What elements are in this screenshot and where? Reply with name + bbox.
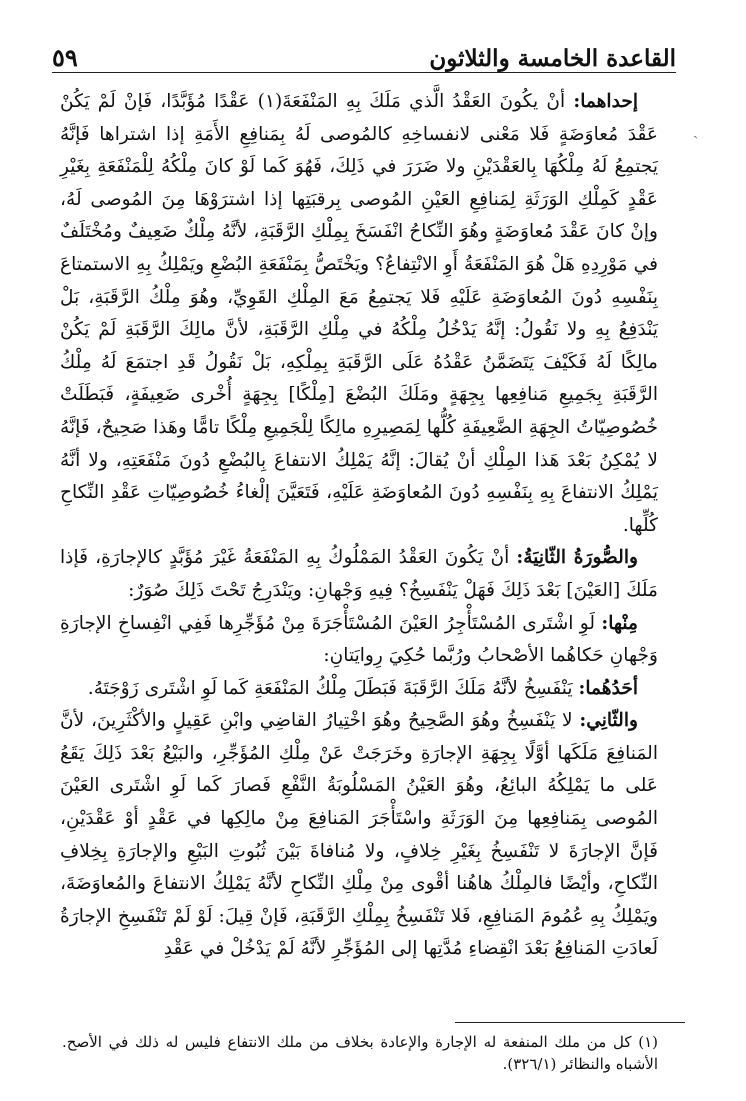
page-header [52, 34, 676, 70]
paragraph-lead: والصُّورَةُ الثّانِيَةُ: [516, 547, 638, 569]
header-rule [52, 72, 676, 73]
paragraph-lead: والثّانِي: [579, 710, 638, 732]
footnote-rule [455, 1022, 685, 1023]
paragraph-second-view [60, 705, 658, 966]
paragraph-lead: أحَدُهُما: [578, 677, 638, 699]
paragraph-second-form [60, 542, 658, 607]
paragraph-example [60, 608, 658, 673]
paragraph-text: أنْ يَكُونَ العَقْدُ المَمْلُوكُ بِهِ المَنْفَعَةُ غَيْرَ مُؤَبَّدٍ كالإجارَةِ، فَإذا مَلَكَ [العَيْنَ] بَعْدَ ذَلِكَ فَهَلْ يَنْفَسِخُ؟ فِيهِ وَجْهانِ: ويَنْدَرِجُ تَحْتَ ذَلِكَ صُوَرٌ: [60, 547, 658, 601]
footnote: (١) كل من ملك المنفعة له الإجارة والإعادة بخلاف من ملك الانتفاع فليس له ذلك في الأصح. الأشباه والنظائر (٣٢٦/١). [62, 1033, 658, 1073]
margin-mark: ˏ [693, 120, 699, 139]
paragraph-lead: إحداهما: [573, 91, 638, 112]
paragraph-text: أنْ يكُونَ العَقْدُ الَّذي مَلَكَ بِهِ المَنْفَعَةَ(١) عَقْدًا مُؤَبَّدًا، فَإنْ لَمْ يَكُنْ عَقْدَ مُعاوَضَةٍ فَلا مَعْنى لانفساخِهِ كالمُوصى لَهُ بِمَنافِعِ الأَمَةِ إذا اشتراها فَإنَّهُ يَجتمِعُ لَهُ مِلْكُهَا بِالعَقْدَيْنِ ولا ضَرَرَ في ذَلِكَ، فَهُوَ كَما لَوْ كانَ مِلْكُهُ لِلْمَنْفَعَةِ بِغَيْرِ عَقْدٍ كَمِلْكِ الوَرَثَةِ لِمَنافِعِ العَيْنِ المُوصى بِرقبَتِها إذا اشترَوْهَا مِنَ المُوصى لَهُ، وإنْ كانَ عَقْدَ مُعاوَضَةٍ وهُوَ النِّكاحُ انْفَسَخَ بِمِلْكِ الرَّقَبَةِ، لأنَّهُ مِلْكٌ ضَعِيفٌ ومُخْتَلَفٌ في مَوْرِدِهِ هَلْ هُوَ المَنْفَعَةُ أَوِ الانْتِفاعُ؟ ويَخْتَصُّ بِمَنْفَعَةِ البُضْعِ ويَمْلِكُ بِهِ الاستمتاعَ بِنَفْسِهِ دُونَ المُعاوَضَةِ عَلَيْهِ فَلا يَجتمِعُ مَعَ المِلْكِ القَوِيِّ، وهُوَ مِلْكُ الرَّقَبَةِ، بَلْ يَنْدَفِعُ بِهِ ولا نَقُولُ: إنَّهُ يَدْخُلُ مِلْكُهُ في مِلْكِ الرَّقَبَةِ، لأنَّ مالِكَ الرَّقَبَةِ لَمْ يَكُنْ مالِكًا لَهُ فَكَيْفَ يَتَضَمَّنُ عَقْدُهُ عَلَى الرَّقَبَةِ بِمِلْكِهِ، بَلْ نَقُولُ قَدِ اجتمَعَ لَهُ مِلْكُ الرَّقَبَةِ بِجَمِيعِ مَنافِعِها بِجِهَةٍ ومَلَكَ البُضْعَ [مِلْكًا] بِجِهَةٍ أُخْرى ضَعِيفَةٍ، فَبَطَلَتْ خُصُوصِيّاتُ الجِهَةِ الضَّعِيفَةِ كُلُّها لِمَصِيرِهِ مالِكًا لِلْجَمِيعِ مِلْكًا تامًّا وهَذا صَحِيحٌ، فَإنَّهُ لا يُمْكِنُ بَعْدَ هَذا المِلْكِ أنْ يُقالَ: إنَّهُ يَمْلِكُ الانتفاعَ بِالبُضْعِ دُونَ مَنْفَعَتِهِ، ولا أنَّهُ يَمْلِكُ الانتفاعَ بِهِ بِنَفْسِهِ دُونَ المُعاوَضَةِ عَلَيْهِ، فَتَعَيَّنَ إلْغاءُ خُصُوصِيّاتِ عَقْدِ النِّكاحِ كُلِّها. [60, 91, 658, 536]
paragraph-text: يَنْفَسِخُ لأنَّهُ مَلَكَ الرَّقَبَةَ فَبَطَلَ مِلْكُ المَنْفَعَةِ كَما لَوِ اشْتَرى زَوْجَتَهُ. [87, 677, 573, 699]
page-number: ٥٩ [52, 43, 78, 72]
paragraph-text: لَوِ اشْتَرى المُسْتَأْجِرُ العَيْنَ المُسْتَأْجَرَةَ مِنْ مُؤَجِّرِها فَفِي انْفِساخِ الإجارَةِ وَجْهانِ حَكاهُما الأصْحابُ ورُبَّما حُكِيَ رِوايَتانِ: [60, 612, 658, 667]
paragraph-text: لا يَنْفَسِخُ وهُوَ الصَّحِيحُ وهُوَ اخْتِيارُ القاضِي وابْنِ عَقِيلٍ والأكْثَرِينَ، لأنَّ المَنافِعَ مَلَكَها أوَّلًا بِجِهَةِ الإجارَةِ وخَرَجَتْ عَنْ مِلْكِ المُؤَجِّرِ، والبَيْعُ بَعْدَ ذَلِكَ يَقَعُ عَلى ما يَمْلِكُهُ البائِعُ، وهُوَ العَيْنُ المَسْلُوبَةُ النَّفْعِ فَصارَ كَما لَوِ اشْتَرى العَيْنَ المُوصى بِمَنافِعِها مِنَ الوَرَثَةِ واسْتَأْجَرَ المَنافِعَ مِنْ مالِكِها في عَقْدٍ أوْ عَقْدَيْنِ، فَإنَّ الإجارَةَ لا تَنْفَسِخُ بِغَيْرِ خِلافٍ، ولا مُنافاةَ بَيْنَ ثُبُوتِ البَيْعِ والإجارَةِ بِخِلافِ النِّكاحِ، وأيْضًا فالمِلْكُ هاهُنا أقْوى مِنْ مِلْكِ النِّكاحِ لأنَّهُ يَمْلِكُ الانتفاعَ والمُعاوَضَةَ، ويَمْلِكُ بِهِ عُمُومَ المَنافِعِ، فَلا تَنْفَسِخُ بِمِلْكِ الرَّقَبَةِ، فَإنْ قِيلَ: لَوْ لَمْ تَنْفَسِخِ الإجارَةُ لَعادَتِ المَنافِعُ بَعْدَ انْقِضاءِ مُدَّتِها إلى المُؤَجِّرِ لأنَّهُ لَمْ يَدْخُلْ في عَقْدِ [60, 710, 658, 960]
main-text [60, 86, 658, 1014]
paragraph-first-view [60, 673, 658, 706]
running-title: القاعدة الخامسة والثلاثون [429, 45, 676, 72]
paragraph-lead: مِنْها: [601, 612, 638, 634]
paragraph-first-case [60, 86, 658, 542]
